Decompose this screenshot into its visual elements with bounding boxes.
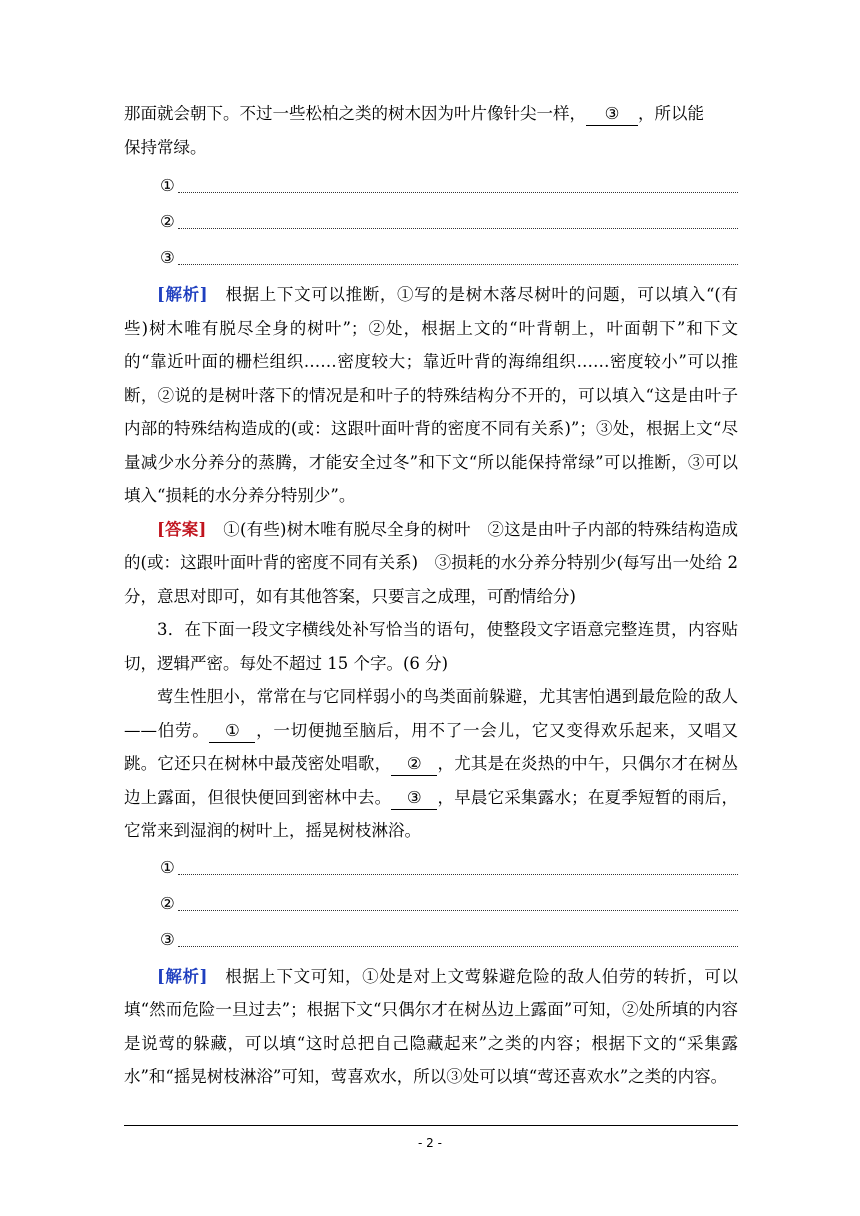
passage-text: 保持常绿。 [124, 137, 207, 157]
answer-line [124, 886, 738, 922]
passage-text: 那面就会朝下。不过一些松柏之类的树木因为叶片像针尖一样， [124, 104, 586, 123]
question-2-answer [124, 513, 738, 614]
blank-1: ① [209, 720, 255, 743]
analysis-text: 根据上下文可以推断，①写的是树木落尽树叶的问题，可以填入“(有些)树木唯有脱尽全身的树叶”；②处，根据上文的“叶背朝上，叶面朝下”和下文的“靠近叶面的栅栏组织……密度较大；靠近叶背的海绵组织……密度较小”可以推断，②说的是树叶落下的情况是和叶子的特殊结构分不开的，可以填入“这是由叶子内部的特殊结构造成的(或：这跟叶面叶背的密度不同有关系)”；③处，根据上文“尽量减少水分养分的蒸腾，才能安全过冬”和下文“所以能保持常绿”可以推断，③可以填入“损耗的水分养分特别少”。 [124, 285, 739, 505]
passage-text: ，所以能 [638, 104, 704, 123]
answer-line [124, 204, 738, 240]
page-content [124, 97, 738, 1094]
dotted-rule [178, 910, 738, 911]
answer-line-number: ③ [160, 929, 175, 949]
answer-line [124, 850, 738, 886]
passage-text: 莺生性胆小，常常在与它同样弱小的鸟类面前躲避，尤其害怕遇到最危险的敌人——伯劳。 [124, 687, 738, 740]
answer-tag: [答案] [157, 519, 207, 539]
question-3-answer-lines [124, 850, 738, 958]
question-2-answer-lines [124, 168, 738, 276]
answer-line [124, 168, 738, 204]
passage-text: ，早晨它采集露水；在夏季短暂的雨后，它常来到湿润的树叶上，摇晃树枝淋浴。 [124, 787, 739, 840]
answer-line [124, 240, 738, 276]
dotted-rule [178, 192, 738, 193]
answer-text: ①(有些)树木唯有脱尽全身的树叶 ②这是由叶子内部的特殊结构造成的(或：这跟叶面叶背的密度不同有关系) ③损耗的水分养分特别少(每写出一处给 2 分，意思对即可，如有其他答案，只要言之成理，可酌情给分) [124, 519, 738, 606]
question-3-prompt [124, 613, 738, 680]
footer-divider [124, 1125, 738, 1126]
question-3-analysis [124, 960, 738, 1094]
answer-line-number: ① [160, 857, 175, 877]
question-2-passage-tail [124, 97, 738, 164]
answer-line-number: ② [160, 212, 175, 231]
question-text: 3．在下面一段文字横线处补写恰当的语句，使整段文字语意完整连贯，内容贴切，逻辑严密。每处不超过 15 个字。(6 分) [124, 620, 738, 673]
answer-line-number: ① [160, 176, 175, 195]
answer-line-number: ② [160, 893, 175, 913]
page-number: - 2 - [418, 1136, 442, 1150]
answer-line [124, 922, 738, 958]
dotted-rule [178, 946, 738, 947]
analysis-tag: [解析] [157, 966, 208, 986]
dotted-rule [178, 874, 738, 875]
dotted-rule [178, 228, 738, 229]
blank-2: ② [391, 753, 437, 776]
question-3-passage [124, 680, 738, 848]
analysis-tag: [解析] [157, 285, 208, 304]
dotted-rule [178, 264, 738, 265]
blank-3: ③ [391, 787, 437, 810]
passage-text: ，尤其是在炎热的中午，只偶尔才在树丛边上露面，但很快便回到密林中去。 [124, 754, 739, 807]
question-2-analysis [124, 278, 738, 513]
answer-line-number: ③ [160, 248, 175, 267]
passage-text: ，一切便抛至脑后，用不了一会儿，它又变得欢乐起来，又唱又跳。它还只在树林中最茂密处唱歌， [124, 720, 738, 773]
analysis-text: 根据上下文可知，①处是对上文莺躲避危险的敌人伯劳的转折，可以填“然而危险一旦过去”；根据下文“只偶尔才在树丛边上露面”可知，②处所填的内容是说莺的躲藏，可以填“这时总把自己隐藏起来”之类的内容；根据下文的“采集露水”和“摇晃树枝淋浴”可知，莺喜欢水，所以③处可以填“莺还喜欢水”之类的内容。 [124, 966, 739, 1086]
blank-3: ③ [586, 103, 638, 126]
